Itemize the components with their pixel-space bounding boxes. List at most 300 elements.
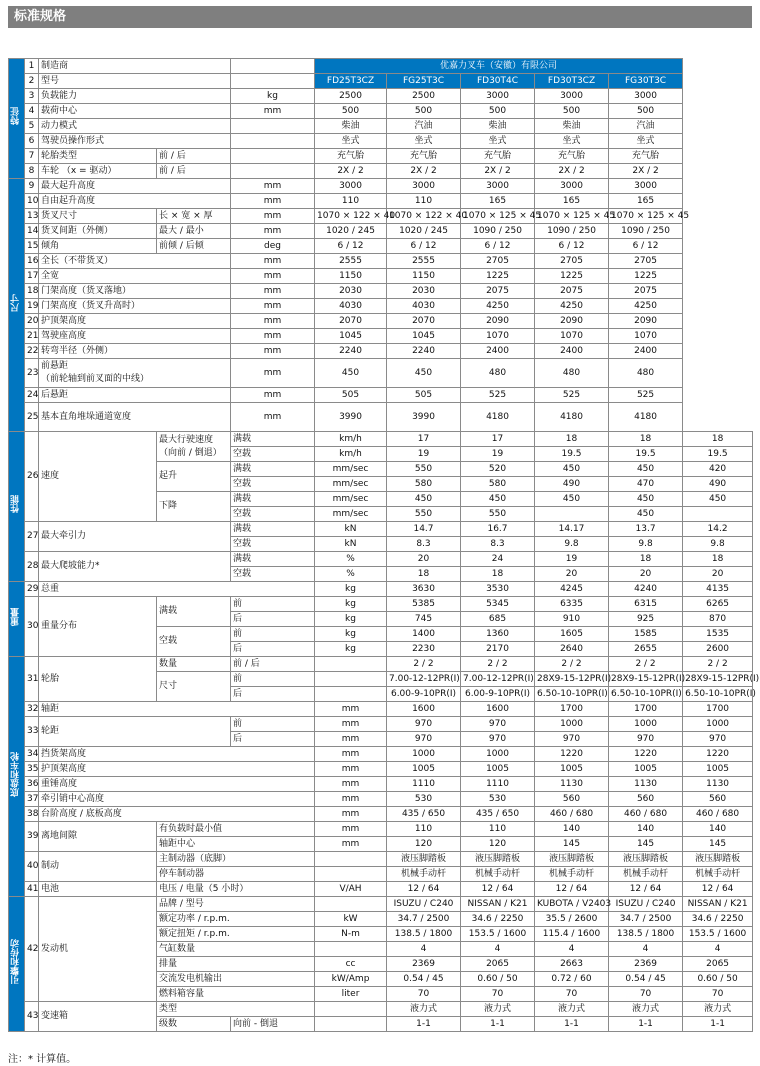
value-cell: 3990 (315, 403, 387, 432)
value-cell: 745 (387, 612, 461, 627)
value-cell: 450 (461, 492, 535, 507)
value-cell: 685 (461, 612, 535, 627)
unit-cell: % (315, 552, 387, 567)
value-cell: 4 (535, 942, 609, 957)
row-number: 8 (25, 164, 39, 179)
table-row (9, 777, 753, 792)
value-cell: 2X / 2 (461, 164, 535, 179)
value-cell: 0.54 / 45 (609, 972, 683, 987)
value-cell: 机械手动杆 (609, 867, 683, 882)
table-row (9, 657, 753, 672)
value-cell: 2555 (387, 254, 461, 269)
value-cell: 2500 (315, 89, 387, 104)
value-cell: 12 / 64 (609, 882, 683, 897)
value-cell: 480 (609, 359, 683, 388)
value-cell: 机械手动杆 (387, 867, 461, 882)
position-label: 后 (231, 687, 315, 702)
value-cell: 1150 (387, 269, 461, 284)
value-cell: 坐式 (315, 134, 387, 149)
value-cell: 20 (535, 567, 609, 582)
table-row (9, 284, 753, 299)
model-header: FD25T3CZ (315, 74, 387, 89)
value-cell: 970 (461, 732, 535, 747)
row-number: 21 (25, 329, 39, 344)
value-cell: 3630 (387, 582, 461, 597)
value-cell: 2400 (461, 344, 535, 359)
unit-cell: mm/sec (315, 462, 387, 477)
row-number: 23 (25, 359, 39, 388)
unit-cell: mm (315, 762, 387, 777)
row-label-line: 前悬距 (41, 361, 69, 371)
value-cell: 1220 (609, 747, 683, 762)
value-cell: 12 / 64 (683, 882, 753, 897)
value-cell: 480 (461, 359, 535, 388)
value-cell: ISUZU / C240 (609, 897, 683, 912)
unit-cell: mm (315, 702, 387, 717)
unit-cell: mm (315, 747, 387, 762)
row-sublabel: 满载 (157, 597, 231, 627)
table-row (9, 388, 753, 403)
value-cell: 1005 (461, 762, 535, 777)
value-cell: 1090 / 250 (535, 224, 609, 239)
category-label: 尺寸 (11, 293, 21, 312)
position-label: 前 (231, 717, 315, 732)
row-sublabel: 类型 (157, 1002, 315, 1017)
value-cell: 910 (535, 612, 609, 627)
row-number: 32 (25, 702, 39, 717)
category-label: 引擎和传动 (11, 939, 21, 984)
value-cell: 2230 (387, 642, 461, 657)
table-row (9, 582, 753, 597)
unit-cell: deg (231, 239, 315, 254)
value-cell: 5345 (461, 597, 535, 612)
value-cell: 2090 (461, 314, 535, 329)
value-cell: 4 (387, 942, 461, 957)
value-cell: 1090 / 250 (461, 224, 535, 239)
value-cell: 1400 (387, 627, 461, 642)
row-sublabel: 额定功率 / r.p.m. (157, 912, 315, 927)
position-label: 后 (231, 642, 315, 657)
value-cell: 970 (683, 732, 753, 747)
table-row (9, 702, 753, 717)
unit-cell (315, 672, 387, 687)
unit-cell: mm (315, 822, 387, 837)
unit-cell: mm (231, 344, 315, 359)
row-sublabel: 有负载时最小值 (157, 822, 315, 837)
value-cell: NISSAN / K21 (683, 897, 753, 912)
row-sublabel: 品牌 / 型号 (157, 897, 315, 912)
value-cell: 145 (609, 837, 683, 852)
value-cell: 70 (461, 987, 535, 1002)
value-cell: 9.8 (609, 537, 683, 552)
value-cell: 970 (461, 717, 535, 732)
value-cell: 汽油 (387, 119, 461, 134)
value-cell: 4180 (609, 403, 683, 432)
row-number: 26 (25, 432, 39, 522)
value-cell: 2400 (609, 344, 683, 359)
category-feature (9, 59, 25, 179)
value-cell: 14.17 (535, 522, 609, 537)
row-label: 发动机 (39, 897, 157, 1002)
value-cell: 充气胎 (609, 149, 683, 164)
unit-cell: mm (315, 717, 387, 732)
value-cell: 1000 (683, 717, 753, 732)
value-cell: 1070 × 125 × 45 (461, 209, 535, 224)
table-row (9, 762, 753, 777)
value-cell: 2500 (387, 89, 461, 104)
table-row (9, 882, 753, 897)
row-label: 后悬距 (39, 388, 231, 403)
value-cell: 坐式 (609, 134, 683, 149)
row-number: 35 (25, 762, 39, 777)
row-label: 制动 (39, 852, 157, 882)
row-sublabel-line: 最大行驶速度 (159, 434, 214, 445)
row-number: 9 (25, 179, 39, 194)
table-row (9, 597, 753, 612)
value-cell: 490 (535, 477, 609, 492)
value-cell: 2 / 2 (535, 657, 609, 672)
value-cell: 6.50-10-10PR(I) (683, 687, 753, 702)
row-label: 总重 (39, 582, 315, 597)
value-cell: 1600 (387, 702, 461, 717)
row-label: 转弯半径（外侧） (39, 344, 231, 359)
value-cell: 2X / 2 (315, 164, 387, 179)
value-cell: 525 (609, 388, 683, 403)
load-state: 满载 (231, 492, 315, 507)
row-sublabel: 前 / 后 (157, 149, 231, 164)
category-label: 底盘和车轮 (11, 751, 21, 797)
table-row (9, 717, 753, 732)
unit-cell: kN (315, 537, 387, 552)
value-cell: 4245 (535, 582, 609, 597)
model-header: FD30T3CZ (535, 74, 609, 89)
unit-cell: kg (231, 89, 315, 104)
value-cell: 1360 (461, 627, 535, 642)
value-cell: 坐式 (461, 134, 535, 149)
value-cell: 450 (315, 359, 387, 388)
value-cell: 165 (461, 194, 535, 209)
value-cell: 4030 (315, 299, 387, 314)
unit-cell: kg (315, 612, 387, 627)
value-cell: 1070 × 125 × 45 (535, 209, 609, 224)
value-cell: 500 (535, 104, 609, 119)
value-cell: 28X9-15-12PR(I) (683, 672, 753, 687)
value-cell: 3000 (535, 89, 609, 104)
value-cell: 435 / 650 (461, 807, 535, 822)
row-number: 25 (25, 403, 39, 432)
value-cell: 1-1 (461, 1017, 535, 1032)
row-number: 36 (25, 777, 39, 792)
table-row (9, 209, 753, 224)
value-cell: 液力式 (683, 1002, 753, 1017)
row-label: 重量分布 (39, 597, 157, 657)
row-number: 19 (25, 299, 39, 314)
value-cell: 1225 (535, 269, 609, 284)
value-cell: 17 (461, 432, 535, 447)
unit-cell (231, 149, 315, 164)
value-cell: 柴油 (535, 119, 609, 134)
value-cell: 870 (683, 612, 753, 627)
unit-cell (315, 657, 387, 672)
value-cell: 5385 (387, 597, 461, 612)
value-cell: 560 (535, 792, 609, 807)
value-cell: 3990 (387, 403, 461, 432)
row-label: 最大起升高度 (39, 179, 231, 194)
row-number: 5 (25, 119, 39, 134)
manufacturer-cell: 优嘉力叉车（安徽）有限公司 (315, 59, 683, 74)
value-cell: 9.8 (683, 537, 753, 552)
row-label: 驾驶员操作形式 (39, 134, 231, 149)
value-cell: 505 (315, 388, 387, 403)
row-label: 挡货架高度 (39, 747, 315, 762)
value-cell: 2075 (461, 284, 535, 299)
value-cell: 4180 (535, 403, 609, 432)
row-sublabel: 主制动器（底脚） (157, 852, 315, 867)
value-cell: 145 (535, 837, 609, 852)
unit-cell: mm (231, 314, 315, 329)
table-row (9, 314, 753, 329)
value-cell: 2369 (609, 957, 683, 972)
unit-cell: mm (315, 807, 387, 822)
unit-cell (315, 867, 387, 882)
row-number: 37 (25, 792, 39, 807)
value-cell: 3000 (461, 89, 535, 104)
value-cell: 110 (387, 822, 461, 837)
unit-cell: mm (231, 284, 315, 299)
value-cell: 液压脚踏板 (683, 852, 753, 867)
value-cell: 110 (461, 822, 535, 837)
row-number: 31 (25, 657, 39, 702)
load-state: 空载 (231, 567, 315, 582)
row-number: 40 (25, 852, 39, 882)
row-number: 29 (25, 582, 39, 597)
value-cell: 6.50-10-10PR(I) (535, 687, 609, 702)
value-cell: 9.8 (535, 537, 609, 552)
position-label: 后 (231, 732, 315, 747)
row-label (39, 359, 231, 388)
value-cell: 2240 (387, 344, 461, 359)
value-cell: 450 (609, 507, 683, 522)
unit-cell (315, 852, 387, 867)
value-cell: 6315 (609, 597, 683, 612)
value-cell: 3000 (609, 89, 683, 104)
value-cell: 550 (461, 507, 535, 522)
table-row (9, 1002, 753, 1017)
value-cell: 20 (683, 567, 753, 582)
value-cell: 8.3 (387, 537, 461, 552)
value-cell: 6.00-9-10PR(I) (387, 687, 461, 702)
row-number: 3 (25, 89, 39, 104)
value-cell: 1070 × 122 × 40 (387, 209, 461, 224)
value-cell: 3000 (315, 179, 387, 194)
value-cell: 液压脚踏板 (387, 852, 461, 867)
value-cell: 925 (609, 612, 683, 627)
row-label: 全长（不带货叉） (39, 254, 231, 269)
value-cell: 525 (461, 388, 535, 403)
unit-cell: mm (231, 299, 315, 314)
table-row (9, 897, 753, 912)
page-title: 标准规格 (8, 6, 752, 28)
value-cell: 19.5 (535, 447, 609, 462)
value-cell: KUBOTA / V2403 (535, 897, 609, 912)
value-cell: 4250 (461, 299, 535, 314)
spec-table-wrapper (8, 58, 760, 1032)
value-cell (683, 507, 753, 522)
model-header: FD30T4C (461, 74, 535, 89)
row-sublabel: 额定扭矩 / r.p.m. (157, 927, 315, 942)
value-cell: 2075 (609, 284, 683, 299)
value-cell: 6 / 12 (535, 239, 609, 254)
value-cell: 坐式 (535, 134, 609, 149)
value-cell: 1-1 (387, 1017, 461, 1032)
value-cell: 1605 (535, 627, 609, 642)
row-label: 门架高度（货叉落地） (39, 284, 231, 299)
value-cell: 2 / 2 (683, 657, 753, 672)
table-row (9, 269, 753, 284)
value-cell: 1020 / 245 (387, 224, 461, 239)
unit-cell (315, 897, 387, 912)
row-number: 42 (25, 897, 39, 1002)
value-cell: 18 (609, 552, 683, 567)
value-cell: 1600 (461, 702, 535, 717)
value-cell: 0.54 / 45 (387, 972, 461, 987)
value-cell: 2369 (387, 957, 461, 972)
value-cell: 0.60 / 50 (683, 972, 753, 987)
value-cell: 24 (461, 552, 535, 567)
value-cell: 1225 (461, 269, 535, 284)
unit-cell (315, 1017, 387, 1032)
unit-cell (315, 942, 387, 957)
value-cell: 液力式 (461, 1002, 535, 1017)
table-row (9, 179, 753, 194)
value-cell: 520 (461, 462, 535, 477)
category-performance (9, 432, 25, 582)
row-number: 15 (25, 239, 39, 254)
row-label: 最大爬坡能力* (39, 552, 231, 582)
value-cell: 1150 (315, 269, 387, 284)
value-cell: 2655 (609, 642, 683, 657)
spec-table (8, 58, 760, 1032)
row-number: 4 (25, 104, 39, 119)
value-cell: 6 / 12 (315, 239, 387, 254)
row-sublabel: 起升 (157, 462, 231, 492)
value-cell: 1130 (535, 777, 609, 792)
value-cell: 16.7 (461, 522, 535, 537)
value-cell (535, 507, 609, 522)
value-cell: 3000 (535, 179, 609, 194)
unit-cell: mm (231, 179, 315, 194)
value-cell: 3000 (387, 179, 461, 194)
value-cell: 17 (387, 432, 461, 447)
row-label: 倾角 (39, 239, 157, 254)
value-cell: 34.6 / 2250 (461, 912, 535, 927)
value-cell: 1000 (535, 717, 609, 732)
table-row (9, 344, 753, 359)
value-cell: 1070 × 125 × 45 (609, 209, 683, 224)
value-cell: 2 / 2 (387, 657, 461, 672)
value-cell: 450 (535, 492, 609, 507)
unit-cell: mm (315, 837, 387, 852)
value-cell: 460 / 680 (609, 807, 683, 822)
row-sublabel: 数量 (157, 657, 231, 672)
table-row (9, 747, 753, 762)
value-cell: 1-1 (535, 1017, 609, 1032)
row-label: 驾驶座高度 (39, 329, 231, 344)
table-row (9, 239, 753, 254)
value-cell: 4135 (683, 582, 753, 597)
model-header: FG30T3C (609, 74, 683, 89)
value-cell: 柴油 (461, 119, 535, 134)
value-cell: 165 (535, 194, 609, 209)
category-dimension (9, 179, 25, 432)
value-cell: 机械手动杆 (461, 867, 535, 882)
value-cell: 70 (609, 987, 683, 1002)
row-sublabel: 排量 (157, 957, 315, 972)
value-cell: 560 (683, 792, 753, 807)
value-cell: 500 (387, 104, 461, 119)
category-label: 重量 (11, 607, 21, 626)
value-cell: 1700 (609, 702, 683, 717)
value-cell: 165 (609, 194, 683, 209)
position-label: 前 (231, 597, 315, 612)
unit-cell: mm (231, 359, 315, 388)
row-number: 10 (25, 194, 39, 209)
value-cell: 机械手动杆 (535, 867, 609, 882)
value-cell: 充气胎 (461, 149, 535, 164)
table-row (9, 149, 753, 164)
value-cell: 140 (535, 822, 609, 837)
unit-cell: mm (231, 329, 315, 344)
value-cell: 充气胎 (535, 149, 609, 164)
value-cell: 1225 (609, 269, 683, 284)
row-number: 43 (25, 1002, 39, 1032)
unit-cell: N-m (315, 927, 387, 942)
value-cell: 560 (609, 792, 683, 807)
value-cell: 2090 (609, 314, 683, 329)
row-number: 14 (25, 224, 39, 239)
value-cell: 970 (387, 717, 461, 732)
table-row (9, 852, 753, 867)
value-cell: 505 (387, 388, 461, 403)
row-sublabel: 前 / 后 (157, 164, 231, 179)
value-cell: 18 (387, 567, 461, 582)
value-cell: 1070 (461, 329, 535, 344)
value-cell: 6.50-10-10PR(I) (609, 687, 683, 702)
value-cell: 1000 (609, 717, 683, 732)
value-cell: 1090 / 250 (609, 224, 683, 239)
table-row (9, 134, 753, 149)
value-cell: 14.2 (683, 522, 753, 537)
value-cell: 530 (387, 792, 461, 807)
row-label: 基本直角堆垛通道宽度 (39, 403, 231, 432)
value-cell: 2705 (609, 254, 683, 269)
value-cell: 145 (683, 837, 753, 852)
value-cell: 8.3 (461, 537, 535, 552)
row-label: 全宽 (39, 269, 231, 284)
value-cell: 450 (609, 492, 683, 507)
table-row (9, 822, 753, 837)
category-label: 特征 (11, 107, 21, 125)
value-cell: 1700 (535, 702, 609, 717)
row-number: 39 (25, 822, 39, 852)
value-cell: 34.7 / 2500 (387, 912, 461, 927)
value-cell: 12 / 64 (461, 882, 535, 897)
unit-cell: mm/sec (315, 507, 387, 522)
value-cell: 2X / 2 (387, 164, 461, 179)
unit-cell: kg (315, 597, 387, 612)
row-label: 最大牵引力 (39, 522, 231, 552)
table-row (9, 552, 753, 567)
